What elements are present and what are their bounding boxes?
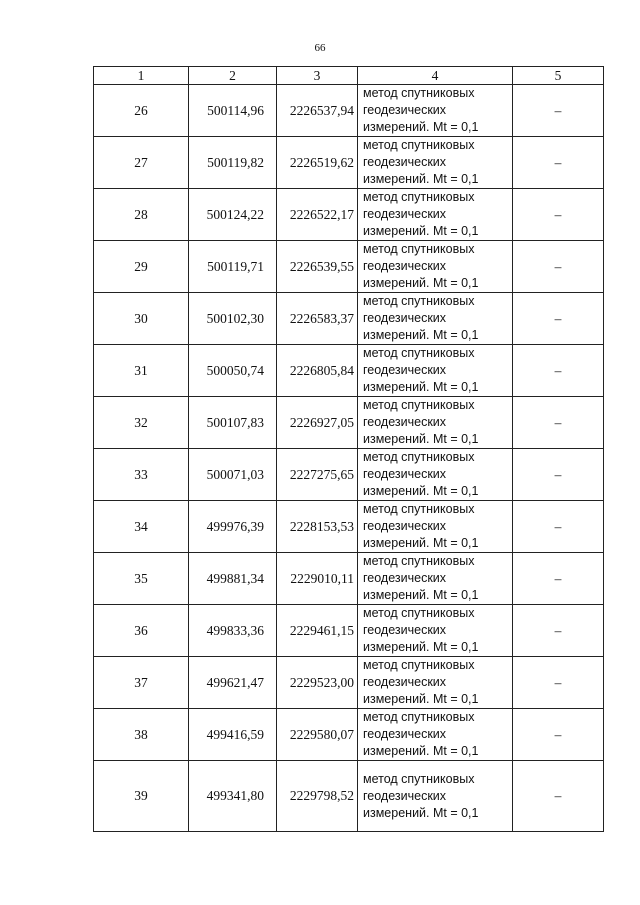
- x-coordinate-cell: 499341,80: [189, 761, 277, 832]
- point-number-cell: 37: [94, 657, 189, 709]
- point-number-cell: 29: [94, 241, 189, 293]
- column-header-1: 1: [94, 67, 189, 85]
- point-number-cell: 38: [94, 709, 189, 761]
- table-row: [94, 709, 604, 761]
- table-row: [94, 85, 604, 137]
- y-coordinate-cell: 2229580,07: [277, 709, 358, 761]
- x-coordinate-cell: 499976,39: [189, 501, 277, 553]
- column-header-2: 2: [189, 67, 277, 85]
- note-cell: –: [513, 293, 604, 345]
- note-cell: –: [513, 189, 604, 241]
- table-body: [94, 85, 604, 832]
- x-coordinate-cell: 499881,34: [189, 553, 277, 605]
- y-coordinate-cell: 2226519,62: [277, 137, 358, 189]
- point-number-cell: 30: [94, 293, 189, 345]
- note-cell: –: [513, 605, 604, 657]
- note-cell: –: [513, 85, 604, 137]
- note-cell: –: [513, 709, 604, 761]
- method-cell: метод спутниковых геодезических измерений. Mt = 0,1: [358, 605, 513, 657]
- x-coordinate-cell: 499621,47: [189, 657, 277, 709]
- note-cell: –: [513, 449, 604, 501]
- page-number: 66: [314, 42, 326, 54]
- note-cell: –: [513, 761, 604, 832]
- table-row: [94, 241, 604, 293]
- y-coordinate-cell: 2228153,53: [277, 501, 358, 553]
- column-header-4: 4: [358, 67, 513, 85]
- x-coordinate-cell: 500119,82: [189, 137, 277, 189]
- x-coordinate-cell: 500050,74: [189, 345, 277, 397]
- y-coordinate-cell: 2226522,17: [277, 189, 358, 241]
- y-coordinate-cell: 2229523,00: [277, 657, 358, 709]
- method-cell: метод спутниковых геодезических измерений. Mt = 0,1: [358, 709, 513, 761]
- table-row: [94, 501, 604, 553]
- column-header-5: 5: [513, 67, 604, 85]
- point-number-cell: 39: [94, 761, 189, 832]
- method-cell: метод спутниковых геодезических измерений. Mt = 0,1: [358, 761, 513, 832]
- point-number-cell: 28: [94, 189, 189, 241]
- table-row: [94, 137, 604, 189]
- x-coordinate-cell: 500102,30: [189, 293, 277, 345]
- y-coordinate-cell: 2226583,37: [277, 293, 358, 345]
- point-number-cell: 27: [94, 137, 189, 189]
- note-cell: –: [513, 657, 604, 709]
- table-row: [94, 761, 604, 832]
- method-cell: метод спутниковых геодезических измерений. Mt = 0,1: [358, 345, 513, 397]
- method-cell: метод спутниковых геодезических измерений. Mt = 0,1: [358, 241, 513, 293]
- column-header-3: 3: [277, 67, 358, 85]
- y-coordinate-cell: 2226927,05: [277, 397, 358, 449]
- table-row: [94, 553, 604, 605]
- method-cell: метод спутниковых геодезических измерений. Mt = 0,1: [358, 189, 513, 241]
- note-cell: –: [513, 397, 604, 449]
- point-number-cell: 34: [94, 501, 189, 553]
- method-cell: метод спутниковых геодезических измерений. Mt = 0,1: [358, 85, 513, 137]
- y-coordinate-cell: 2226539,55: [277, 241, 358, 293]
- table-row: [94, 449, 604, 501]
- y-coordinate-cell: 2229798,52: [277, 761, 358, 832]
- x-coordinate-cell: 499833,36: [189, 605, 277, 657]
- method-cell: метод спутниковых геодезических измерений. Mt = 0,1: [358, 501, 513, 553]
- method-cell: метод спутниковых геодезических измерений. Mt = 0,1: [358, 553, 513, 605]
- y-coordinate-cell: 2226805,84: [277, 345, 358, 397]
- method-cell: метод спутниковых геодезических измерений. Mt = 0,1: [358, 397, 513, 449]
- method-cell: метод спутниковых геодезических измерений. Mt = 0,1: [358, 449, 513, 501]
- table-row: [94, 345, 604, 397]
- x-coordinate-cell: 500124,22: [189, 189, 277, 241]
- point-number-cell: 31: [94, 345, 189, 397]
- note-cell: –: [513, 241, 604, 293]
- x-coordinate-cell: 500071,03: [189, 449, 277, 501]
- y-coordinate-cell: 2229010,11: [277, 553, 358, 605]
- x-coordinate-cell: 500107,83: [189, 397, 277, 449]
- point-number-cell: 33: [94, 449, 189, 501]
- note-cell: –: [513, 501, 604, 553]
- point-number-cell: 36: [94, 605, 189, 657]
- point-number-cell: 35: [94, 553, 189, 605]
- method-cell: метод спутниковых геодезических измерений. Mt = 0,1: [358, 657, 513, 709]
- note-cell: –: [513, 553, 604, 605]
- method-cell: метод спутниковых геодезических измерений. Mt = 0,1: [358, 293, 513, 345]
- point-number-cell: 32: [94, 397, 189, 449]
- note-cell: –: [513, 137, 604, 189]
- coordinates-table: [93, 66, 604, 832]
- x-coordinate-cell: 499416,59: [189, 709, 277, 761]
- table-row: [94, 605, 604, 657]
- point-number-cell: 26: [94, 85, 189, 137]
- y-coordinate-cell: 2227275,65: [277, 449, 358, 501]
- method-cell: метод спутниковых геодезических измерений. Mt = 0,1: [358, 137, 513, 189]
- table-row: [94, 397, 604, 449]
- x-coordinate-cell: 500119,71: [189, 241, 277, 293]
- note-cell: –: [513, 345, 604, 397]
- table-row: [94, 657, 604, 709]
- table-header-row: [94, 67, 604, 85]
- table-row: [94, 189, 604, 241]
- y-coordinate-cell: 2229461,15: [277, 605, 358, 657]
- x-coordinate-cell: 500114,96: [189, 85, 277, 137]
- y-coordinate-cell: 2226537,94: [277, 85, 358, 137]
- table-row: [94, 293, 604, 345]
